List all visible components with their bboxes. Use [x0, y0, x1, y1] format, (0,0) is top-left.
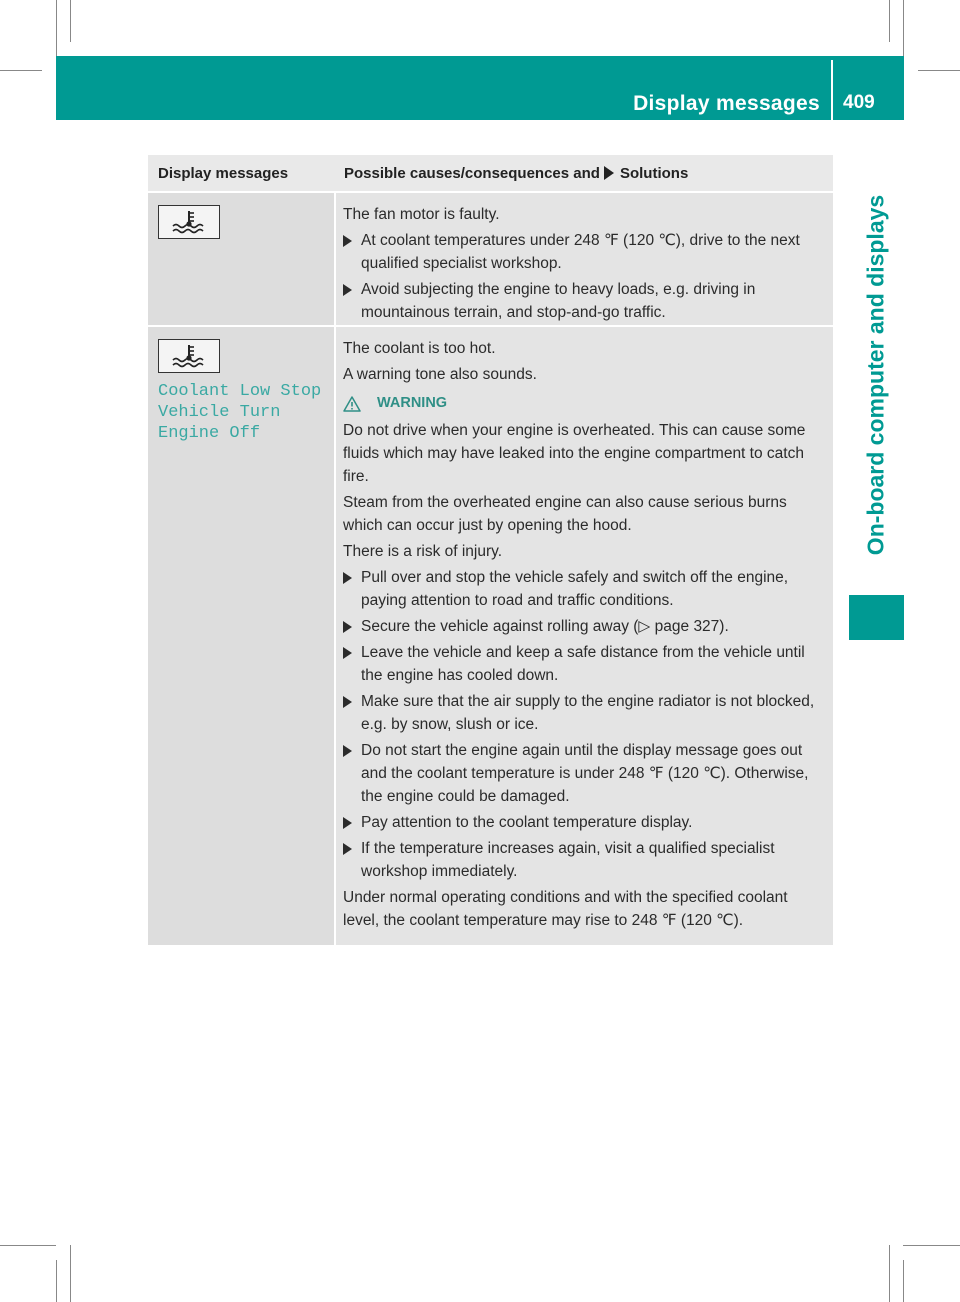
solutions-cell — [336, 193, 833, 325]
column-header-display-messages: Display messages — [158, 164, 289, 182]
instruction-text: Pull over and stop the vehicle safely and switch off the engine, paying attention to road and traffic conditions. — [361, 569, 789, 609]
bullet-arrow-icon — [343, 615, 361, 638]
list-item — [343, 615, 827, 638]
closing-note: Under normal operating conditions and with the specified coolant level, the coolant temperature may rise to 248 ℉ (120 ℃). — [343, 889, 788, 929]
cause-text: The fan motor is faulty. — [343, 206, 500, 223]
instruction-text[interactable]: Secure the vehicle against rolling away (▷ page 327). — [361, 618, 729, 635]
display-message-cell — [148, 193, 334, 325]
page-title: Display messages — [633, 92, 820, 115]
table-row — [148, 327, 833, 945]
solutions-cell — [336, 327, 833, 945]
bullet-arrow-icon — [343, 690, 361, 713]
header-divider — [831, 60, 833, 120]
column-header-solutions — [336, 165, 833, 182]
list-item — [343, 690, 827, 736]
message-line: Coolant Low Stop — [158, 382, 322, 401]
cause-text: A warning tone also sounds. — [343, 366, 537, 383]
crop-mark — [70, 0, 71, 42]
bullet-arrow-icon — [343, 278, 361, 301]
crop-mark — [903, 1245, 960, 1246]
crop-mark — [0, 70, 42, 71]
warning-text: Steam from the overheated engine can also cause serious burns which can occur just by opening the hood. — [343, 494, 787, 534]
instruction-text: If the temperature increases again, visit a qualified specialist workshop immediately. — [361, 840, 775, 880]
page-number: 409 — [843, 92, 875, 113]
instruction-text: Leave the vehicle and keep a safe distance from the vehicle until the engine has cooled down. — [361, 644, 805, 684]
bullet-arrow-icon — [343, 811, 361, 834]
message-line: Engine Off — [158, 424, 261, 443]
message-line: Vehicle Turn — [158, 403, 281, 422]
column-header-prefix: Possible causes/consequences and — [344, 164, 600, 182]
instruction-text: Avoid subjecting the engine to heavy loads, e.g. driving in mountainous terrain, and stop-and-go traffic. — [361, 281, 756, 321]
coolant-temperature-icon — [158, 205, 220, 239]
instruction-text: Pay attention to the coolant temperature display. — [361, 814, 693, 831]
display-message-cell — [148, 327, 334, 945]
table-header — [148, 155, 833, 191]
warning-heading — [343, 392, 827, 415]
bullet-arrow-icon — [343, 229, 361, 252]
bullet-arrow-icon — [343, 641, 361, 664]
list-item — [343, 811, 827, 834]
crop-mark — [56, 1260, 57, 1302]
table-row — [148, 193, 833, 325]
list-item — [343, 278, 827, 324]
section-tab-label: On-board computer and displays — [862, 194, 889, 556]
instruction-text: Do not start the engine again until the display message goes out and the coolant temperature is under 248 ℉ (120 ℃). Otherwise, the engine could be damaged. — [361, 742, 809, 805]
coolant-temperature-icon — [158, 339, 220, 373]
display-messages-table — [148, 155, 833, 945]
arrow-right-icon — [604, 166, 614, 180]
list-item — [343, 641, 827, 687]
crop-mark — [918, 70, 960, 71]
warning-label: WARNING — [377, 395, 448, 411]
crop-mark — [903, 0, 904, 56]
warning-text: There is a risk of injury. — [343, 543, 503, 560]
warning-text: Do not drive when your engine is overheated. This can cause some fluids which may have leaked into the engine compartment to catch fire. — [343, 422, 806, 485]
instruction-text: Make sure that the air supply to the engine radiator is not blocked, e.g. by snow, slush or ice. — [361, 693, 815, 733]
crop-mark — [889, 0, 890, 42]
column-header-suffix: Solutions — [619, 164, 689, 182]
bullet-arrow-icon — [343, 566, 361, 589]
display-message-text — [158, 381, 334, 444]
list-item — [343, 566, 827, 612]
list-item — [343, 837, 827, 883]
bullet-arrow-icon — [343, 739, 361, 762]
warning-triangle-icon — [343, 396, 361, 412]
crop-mark — [70, 1245, 71, 1302]
instruction-text: At coolant temperatures under 248 ℉ (120 ℃), drive to the next qualified specialist workshop. — [361, 232, 800, 272]
cause-text: The coolant is too hot. — [343, 340, 496, 357]
crop-mark — [56, 0, 57, 56]
section-tab-marker — [849, 595, 904, 640]
crop-mark — [903, 1260, 904, 1302]
list-item — [343, 739, 827, 808]
crop-mark — [0, 1245, 56, 1246]
bullet-arrow-icon — [343, 837, 361, 860]
crop-mark — [889, 1245, 890, 1302]
list-item — [343, 229, 827, 275]
